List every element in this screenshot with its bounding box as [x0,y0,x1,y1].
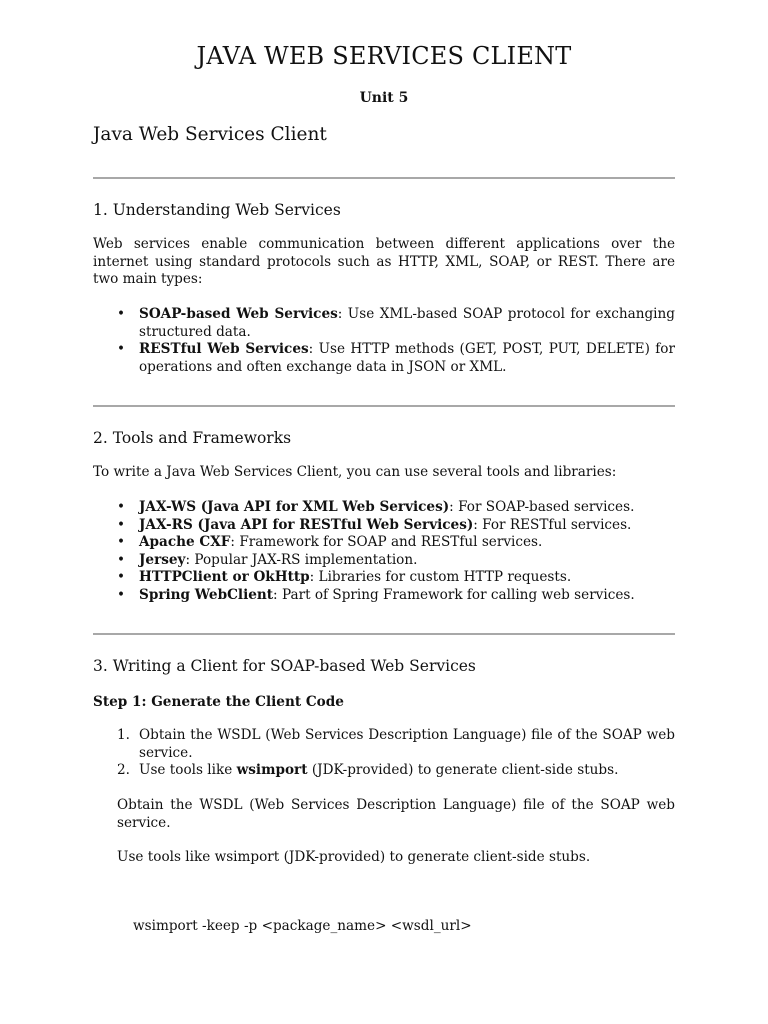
step-1-para-1: Obtain the WSDL (Web Services Description Language) file of the SOAP web service. [117,797,675,831]
list-item-desc: : Popular JAX-RS implementation. [185,551,418,568]
numbered-item [93,727,675,762]
list-item [93,534,675,552]
list-item-desc: : For RESTful services. [473,516,632,533]
bullet-icon: • [117,341,126,357]
list-item-term: SOAP-based Web Services [139,306,338,322]
item-number: 1. [117,727,130,743]
list-item [93,341,675,376]
list-item [93,587,675,605]
list-item-term: JAX-WS (Java API for XML Web Services) [139,499,450,515]
numbered-item [93,762,675,780]
list-item-term: RESTful Web Services [139,341,309,357]
item-text-rest: (JDK-provided) to generate client-side stubs. [307,762,619,778]
bullet-icon: • [117,586,126,603]
bullet-icon: • [117,306,126,322]
unit-label: Unit 5 [359,90,409,106]
section-3-title: 3. Writing a Client for SOAP-based Web Services [93,657,476,675]
list-item [93,552,675,570]
section-2-list [93,499,675,604]
item-text-bold: wsimport [236,762,308,778]
item-number: 2. [117,762,130,778]
step-1-heading: Step 1: Generate the Client Code [93,694,344,710]
list-item-term: JAX-RS (Java API for RESTful Web Services) [139,516,474,533]
list-item [93,306,675,341]
bullet-icon: • [117,499,126,515]
list-item-term: Apache CXF [139,534,231,550]
list-item-term: HTTPClient or OkHttp [139,569,310,585]
document-title: JAVA WEB SERVICES CLIENT [196,42,572,70]
main-heading: Java Web Services Client [93,124,327,145]
bullet-icon: • [117,551,126,568]
section-1-list [93,306,675,376]
list-item [93,569,675,587]
list-item-desc: : Framework for SOAP and RESTful services. [230,534,543,550]
list-item-desc: : Libraries for custom HTTP requests. [309,569,572,585]
list-item-term: Jersey [139,551,186,568]
list-item-desc: : Part of Spring Framework for calling web services. [273,586,635,603]
divider [93,177,675,179]
divider [93,633,675,635]
list-item-term: Spring WebClient [139,586,274,603]
list-item-desc: : Use XML-based SOAP protocol for exchanging structured data. [139,306,675,340]
list-item-desc: : For SOAP-based services. [449,499,635,515]
bullet-icon: • [117,569,126,585]
item-text: Use tools like [139,762,237,778]
divider [93,405,675,407]
list-item-desc: : Use HTTP methods (GET, POST, PUT, DELETE) for operations and often exchange data in JSON or XML. [139,341,675,375]
step-1-para-2: Use tools like wsimport (JDK-provided) to generate client-side stubs. [117,849,591,865]
list-item [93,499,675,517]
section-1-intro: Web services enable communication between different applications over the internet using standard protocols such as HTTP, XML, SOAP, or REST. There are two main types: [93,236,675,287]
section-2-title: 2. Tools and Frameworks [93,429,292,447]
bullet-icon: • [117,534,126,550]
section-2-intro: To write a Java Web Services Client, you can use several tools and libraries: [93,464,617,480]
code-command: wsimport -keep -p <package_name> <wsdl_url> [133,918,472,934]
section-1-title: 1. Understanding Web Services [93,201,341,219]
bullet-icon: • [117,516,126,533]
step-1-list [93,727,675,780]
list-item [93,517,675,535]
item-text: Obtain the WSDL (Web Services Description Language) file of the SOAP web service. [139,727,675,761]
